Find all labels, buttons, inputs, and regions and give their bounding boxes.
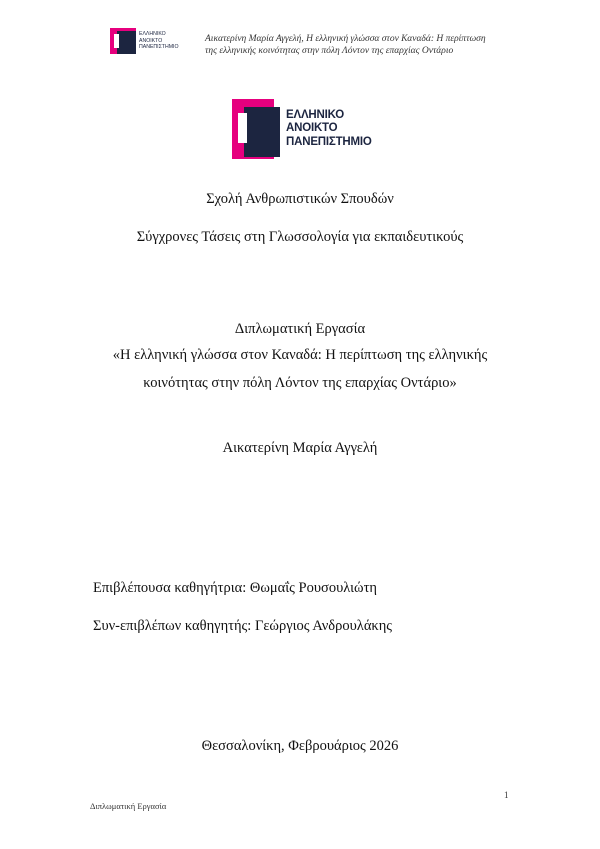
main-logo-text: ΕΛΛΗΝΙΚΟ ΑΝΟΙΚΤΟ ΠΑΝΕΠΙΣΤΗΜΙΟ <box>286 108 372 148</box>
place-date: Θεσσαλονίκη, Φεβρουάριος 2026 <box>201 738 399 754</box>
header-logo-text: ΕΛΛΗΝΙΚΟ ΑΝΟΙΚΤΟ ΠΑΝΕΠΙΣΤΗΜΙΟ <box>139 31 179 51</box>
running-header-line1: Αικατερίνη Μαρία Αγγελή, Η ελληνική γλώσσα στον Καναδά: Η περίπτωση <box>205 34 486 44</box>
university-logo-mark-icon <box>110 28 136 54</box>
thesis-title-line1: «Η ελληνική γλώσσα στον Καναδά: Η περίπτωση της ελληνικής <box>112 347 488 363</box>
running-header-line2: της ελληνικής κοινότητας στην πόλη Λόντον της επαρχίας Οντάριο <box>205 46 454 56</box>
page-number: 1 <box>504 790 509 800</box>
thesis-title-line2: κοινότητας στην πόλη Λόντον της επαρχίας Οντάριο» <box>143 375 457 391</box>
author-name: Αικατερίνη Μαρία Αγγελή <box>222 440 378 456</box>
school-name: Σχολή Ανθρωπιστικών Σπουδών <box>206 191 394 207</box>
main-logo <box>232 96 378 162</box>
supervisor: Επιβλέπουσα καθηγήτρια: Θωμαΐς Ρουσουλιώτη <box>93 580 377 596</box>
program-name: Σύγχρονες Τάσεις στη Γλωσσολογία για εκπαιδευτικούς <box>136 229 464 245</box>
co-supervisor: Συν-επιβλέπων καθηγητής: Γεώργιος Ανδρουλάκης <box>93 618 393 634</box>
running-header <box>205 33 535 57</box>
university-logo-icon <box>232 99 280 159</box>
footer-label: Διπλωματική Εργασία <box>90 801 167 811</box>
header-logo <box>110 27 182 55</box>
thesis-type: Διπλωματική Εργασία <box>234 321 366 337</box>
